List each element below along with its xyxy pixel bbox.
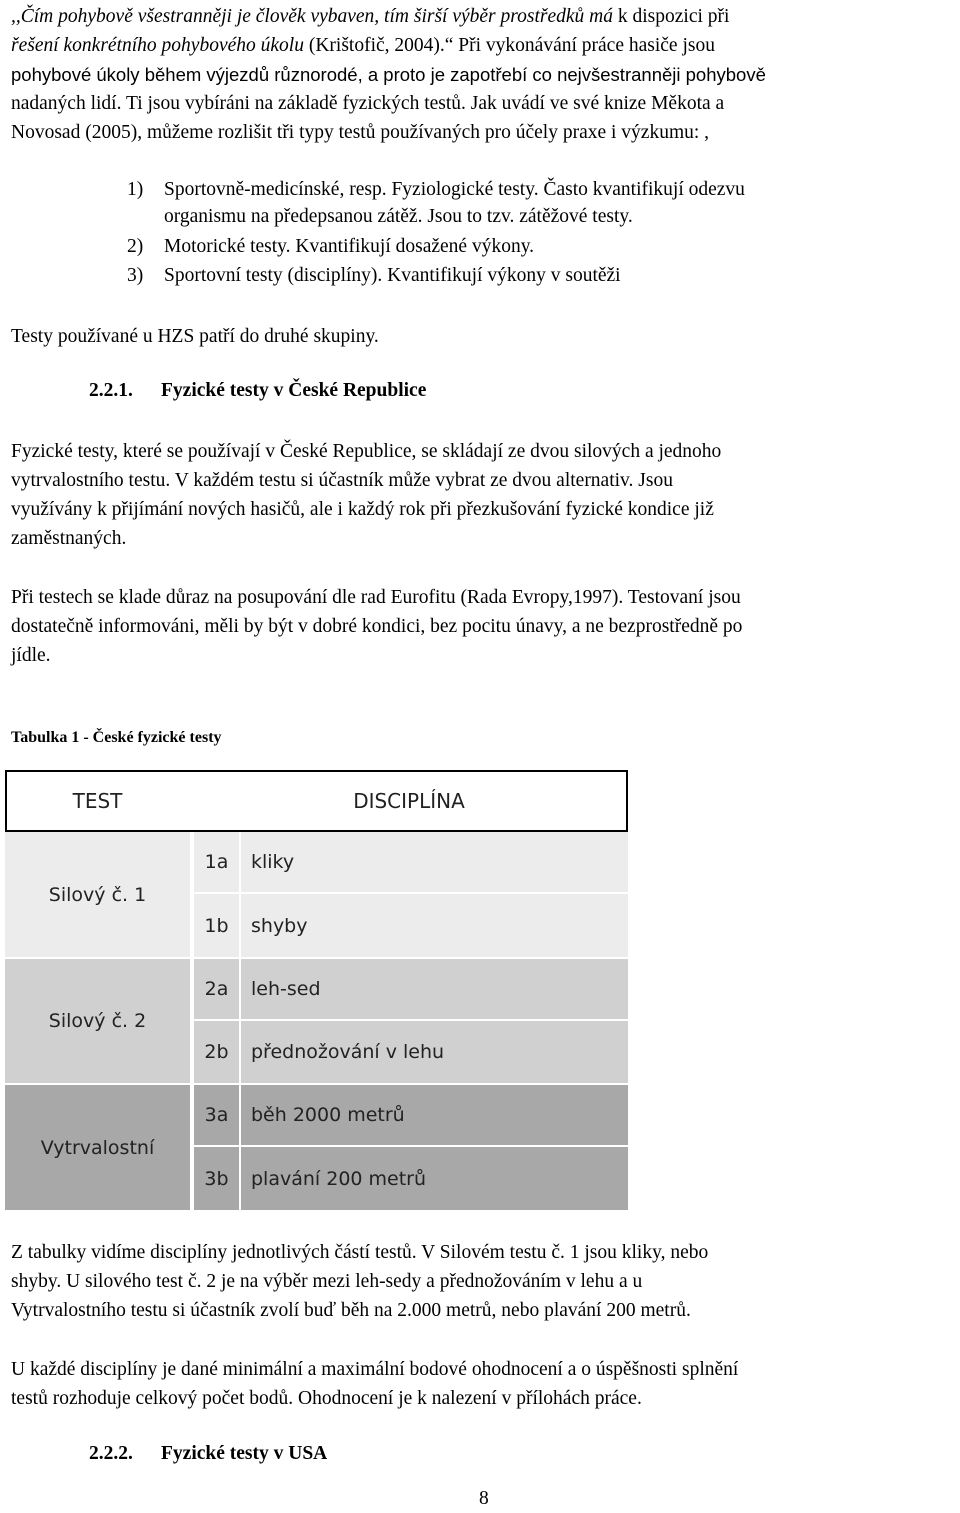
discipline-cell: kliky bbox=[241, 832, 628, 892]
intro-line-1: ,,Čím pohybově všestranněji je člověk vybaven, tím širší výběr prostředků má k dispozici při bbox=[11, 6, 730, 27]
group-name-cell: Vytrvalostní bbox=[5, 1085, 190, 1210]
discipline-cell: plavání 200 metrů bbox=[241, 1147, 628, 1210]
intro-line-4: nadaných lidí. Ti jsou vybíráni na základě fyzických testů. Jak uvádí ve své knize Měkota a bbox=[11, 93, 725, 114]
intro-line-2: řešení konkrétního pohybového úkolu (Krištofič, 2004).“ Při vykonávání práce hasiče jsou bbox=[11, 35, 715, 56]
header-test: TEST bbox=[72, 789, 123, 813]
paragraph-hzs: Testy používané u HZS patří do druhé skupiny. bbox=[11, 326, 379, 347]
code-cell: 3b bbox=[194, 1147, 239, 1210]
discipline-cell: přednožování v lehu bbox=[241, 1021, 628, 1083]
intro-line-5: Novosad (2005), můžeme rozlišit tři typy testů používaných pro účely praxe i výzkumu: , bbox=[11, 122, 710, 143]
discipline-cell: běh 2000 metrů bbox=[241, 1085, 628, 1145]
text-line: Fyzické testy, které se používají v České Republice, se skládají ze dvou silových a jednoho bbox=[11, 441, 722, 462]
discipline-cell: shyby bbox=[241, 894, 628, 957]
code-cell: 1a bbox=[194, 832, 239, 892]
tests-table bbox=[5, 770, 628, 1210]
text-line: Vytrvalostního testu si účastník zvolí buď běh na 2.000 metrů, nebo plavání 200 metrů. bbox=[11, 1300, 691, 1321]
code-cell: 2b bbox=[194, 1021, 239, 1083]
text-line: U každé disciplíny je dané minimální a maximální bodové ohodnocení a o úspěšnosti splnění bbox=[11, 1359, 739, 1380]
text-line: vytrvalostního testu. V každém testu si účastník může vybrat ze dvou alternativ. Jsou bbox=[11, 470, 673, 491]
code-cell: 1b bbox=[194, 894, 239, 957]
text-line: Při testech se klade důraz na posupování dle rad Eurofitu (Rada Evropy,1997). Testovaní jsou bbox=[11, 587, 741, 608]
text-line: testů rozhoduje celkový počet bodů. Ohodnocení je k nalezení v přílohách práce. bbox=[11, 1388, 642, 1409]
text-line: jídle. bbox=[11, 645, 51, 666]
page-number: 8 bbox=[479, 1488, 489, 1509]
code-cell: 2a bbox=[194, 959, 239, 1019]
text-line: zaměstnaných. bbox=[11, 528, 127, 549]
table-caption: Tabulka 1 - České fyzické testy bbox=[11, 729, 222, 746]
discipline-cell: leh-sed bbox=[241, 959, 628, 1019]
text-line: dostatečně informováni, měli by být v dobré kondici, bez pocitu únavy, a ne bezprostředně po bbox=[11, 616, 743, 637]
text-line: Z tabulky vidíme disciplíny jednotlivých částí testů. V Silovém testu č. 1 jsou kliky, nebo bbox=[11, 1242, 709, 1263]
code-cell: 3a bbox=[194, 1085, 239, 1145]
group-name-cell: Silový č. 1 bbox=[5, 832, 190, 957]
group-name-cell: Silový č. 2 bbox=[5, 959, 190, 1083]
text-line: využívány k přijímání nových hasičů, ale i každý rok při přezkušování fyzické kondice již bbox=[11, 499, 714, 520]
intro-line-3: pohybové úkoly během výjezdů různorodé, a proto je zapotřebí co nejvšestranněji pohybově bbox=[11, 64, 766, 85]
text-line: shyby. U silového test č. 2 je na výběr mezi leh-sedy a přednožováním v lehu a u bbox=[11, 1271, 643, 1292]
header-discipline: DISCIPLÍNA bbox=[353, 789, 465, 813]
